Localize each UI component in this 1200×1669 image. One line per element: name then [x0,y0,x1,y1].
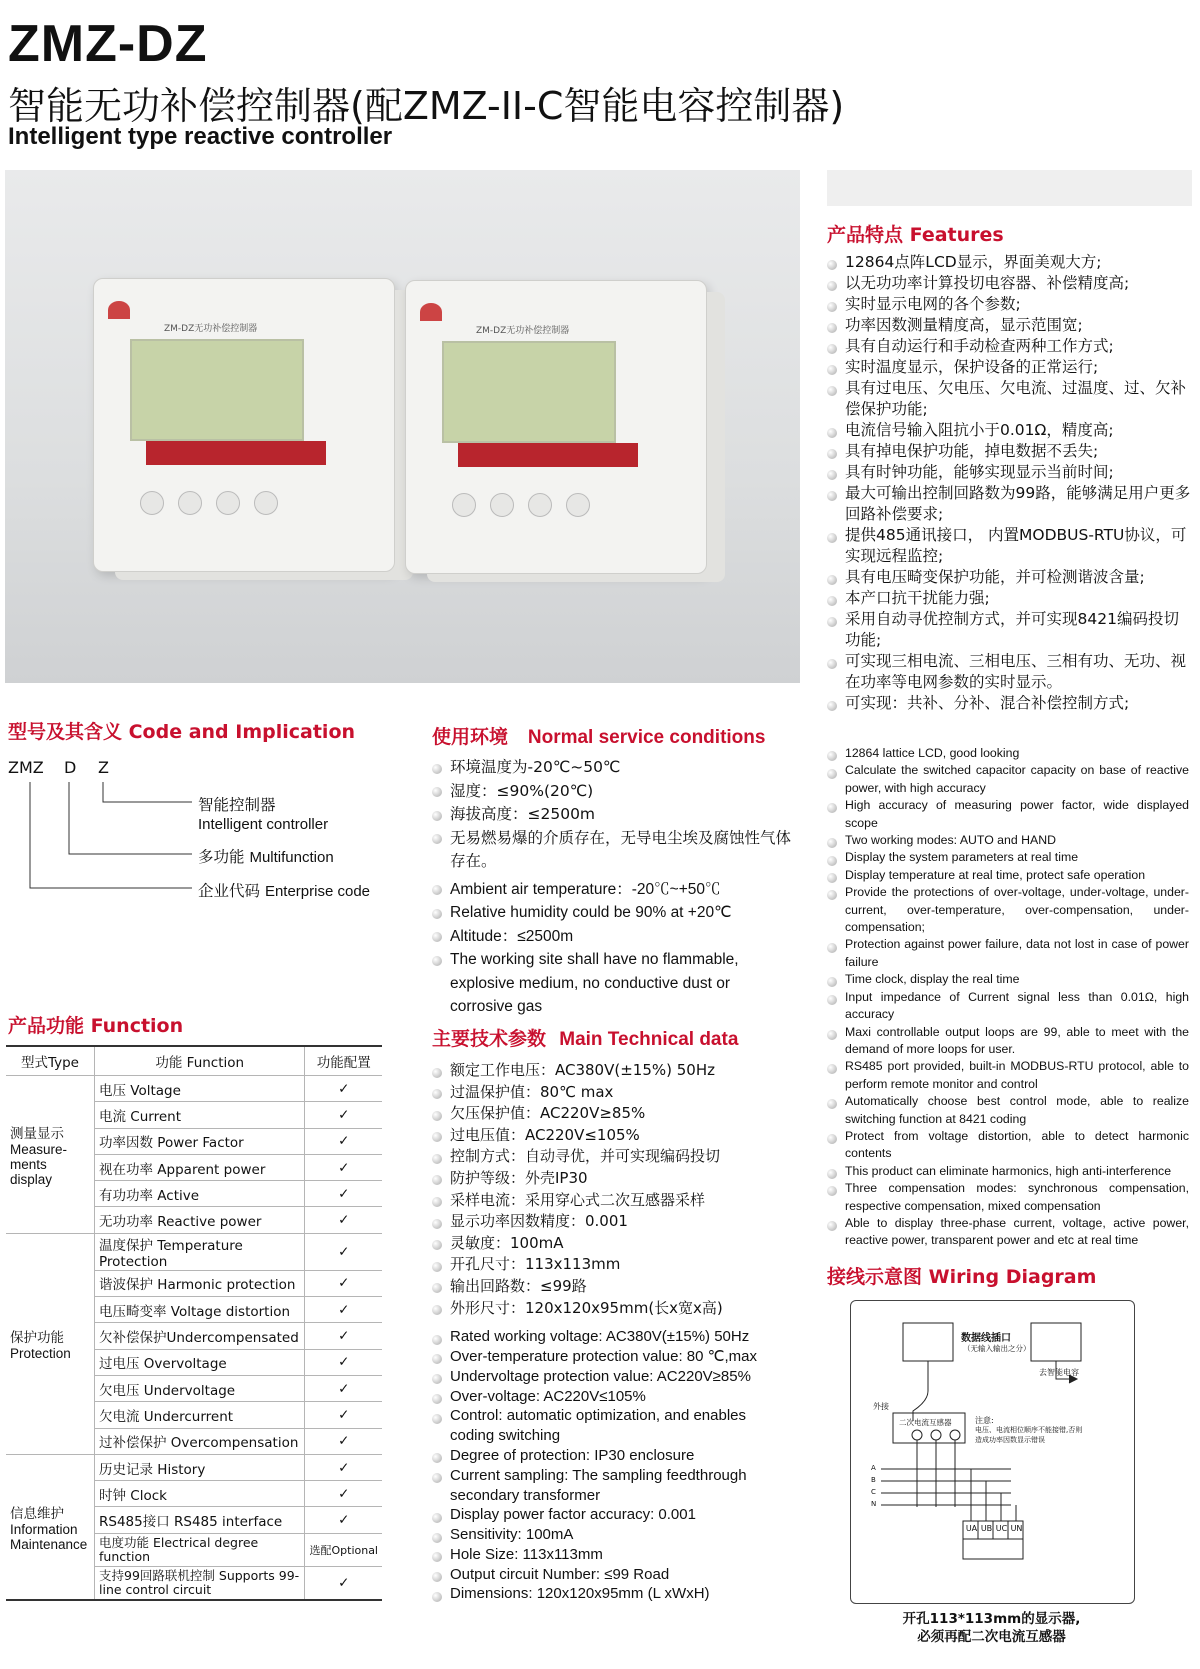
spacer [432,1319,792,1327]
feature-item: 实时温度显示，保护设备的正常运行; [827,357,1192,378]
tech-item: 额定工作电压：AC380V(±15%) 50Hz [432,1060,792,1082]
device-label: ZM-DZ无功补偿控制器 [476,326,570,336]
config-cell: 选配Optional [305,1533,382,1566]
feature-item-en: Three compensation modes: synchronous compensation, respective compensation, mixed compensation [827,1180,1189,1215]
group-name: 测量显示 Measure-ments display [6,1076,95,1234]
device-button-icon [566,493,590,517]
feature-item-en: Automatically choose best control mode, able to realize switching function at 8421 coding [827,1093,1189,1128]
brand-band [146,441,326,465]
config-cell: ✓ [305,1076,382,1102]
feature-item: 可实现：共补、分补、混合补偿控制方式; [827,693,1192,714]
device-button-icon [490,493,514,517]
brand-logo-icon [420,303,442,321]
feature-item: 采用自动寻优控制方式，并可实现8421编码投切功能; [827,609,1192,651]
feature-item-en: This product can eliminate harmonics, high anti-interference [827,1163,1189,1180]
tech-item-en: Current sampling: The sampling feedthrough secondary transformer [432,1466,792,1506]
device-button-icon [216,491,240,515]
features-list-cn [827,252,1192,714]
function-table [6,1045,382,1601]
function-cell: 历史记录 History [95,1454,305,1480]
config-cell: ✓ [305,1128,382,1154]
function-cell: 视在功率 Apparent power [95,1154,305,1180]
feature-item-en: Display temperature at real time, protect safe operation [827,867,1189,884]
feature-item: 功率因数测量精度高，显示范围宽; [827,315,1192,336]
function-cell: 过补偿保护 Overcompensation [95,1428,305,1454]
environment-heading: 使用环境 Normal service conditions [432,726,766,748]
function-cell: 有功功率 Active [95,1181,305,1207]
tech-list [432,1060,792,1604]
function-cell: 电压畸变率 Voltage distortion [95,1297,305,1323]
product-title-cn: 智能无功补偿控制器(配ZMZ-II-C智能电容控制器) [8,84,845,128]
code-meaning-1: 智能控制器 Intelligent controller [198,796,329,833]
config-cell: ✓ [305,1566,382,1600]
brand-band [458,443,638,467]
model-title: ZMZ-DZ [8,15,208,73]
function-cell: 无功功率 Reactive power [95,1207,305,1233]
tech-item: 过温保护值：80℃ max [432,1082,792,1104]
feature-item: 具有掉电保护功能，掉电数据不丢失; [827,441,1192,462]
config-cell: ✓ [305,1102,382,1128]
feature-item: 具有过电压、欠电压、欠电流、过温度、过、欠补偿保护功能; [827,378,1192,420]
function-cell: 温度保护 Temperature Protection [95,1233,305,1270]
function-cell: 时钟 Clock [95,1481,305,1507]
feature-item-en: 12864 lattice LCD, good looking [827,745,1189,762]
env-item: 湿度：≤90%(20℃) [432,780,792,804]
config-cell: ✓ [305,1270,382,1296]
product-photo [5,170,800,683]
code-bracket-lines [0,780,200,900]
feature-item-en: High accuracy of measuring power factor, wide displayed scope [827,797,1189,832]
feature-item: 具有电压畸变保护功能，并可检测谐波含量; [827,567,1192,588]
tech-item-en: Display power factor accuracy: 0.001 [432,1505,792,1525]
config-cell: ✓ [305,1349,382,1375]
terminal-labels: UA UB UC UN [965,1524,1023,1533]
tech-item-en: Over-temperature protection value: 80 ℃,max [432,1347,792,1367]
code-part-2: D [64,758,77,777]
tech-item: 显示功率因数精度：0.001 [432,1211,792,1233]
feature-item: 12864点阵LCD显示，界面美观大方; [827,252,1192,273]
features-list-en [827,745,1189,1250]
config-cell: ✓ [305,1481,382,1507]
env-item-en: Altitude：≤2500m [432,925,792,949]
feature-item-en: Display the system parameters at real time [827,849,1189,866]
env-item-en: Ambient air temperature：-20℃~+50℃ [432,878,792,902]
function-cell: 过电压 Overvoltage [95,1349,305,1375]
tech-item-en: Degree of protection: IP30 enclosure [432,1446,792,1466]
tech-heading: 主要技术参数 Main Technical data [432,1028,739,1050]
note-body: 电压、电流相位顺序不能接错,否则造成功率因数显示错误 [975,1426,1083,1444]
env-item-en: The working site shall have no flammable, explosive medium, no conductive dust or corrosive gas [432,948,792,1019]
feature-item-en: Maxi controllable output loops are 99, able to meet with the demand of more loops for user. [827,1024,1189,1059]
external-label: 外接 [873,1402,889,1411]
table-header: 功能配置 [305,1046,382,1076]
feature-item: 最大可输出控制回路数为99路，能够满足用户更多回路补偿要求; [827,483,1192,525]
function-cell: 电流 Current [95,1102,305,1128]
lcd-screen [442,341,616,443]
tech-item-en: Dimensions: 120x120x95mm (L xWxH) [432,1584,792,1604]
function-cell: 谐波保护 Harmonic protection [95,1270,305,1296]
env-item: 环境温度为-20℃~50℃ [432,756,792,780]
feature-item-en: Calculate the switched capacitor capacity on base of reactive power, with high accuracy [827,762,1189,797]
feature-item-en: Input impedance of Current signal less than 0.01Ω, high accuracy [827,989,1189,1024]
wiring-heading: 接线示意图 Wiring Diagram [827,1266,1097,1288]
feature-item: 具有时钟功能，能够实现显示当前时间; [827,462,1192,483]
config-cell: ✓ [305,1323,382,1349]
feature-item-en: RS485 port provided, built-in MODBUS-RTU protocol, able to perform remote monitor and control [827,1058,1189,1093]
function-cell: 功率因数 Power Factor [95,1128,305,1154]
product-title-en: Intelligent type reactive controller [8,123,393,150]
device-label: ZM-DZ无功补偿控制器 [164,324,258,334]
group-name: 信息维护 Information Maintenance [6,1454,95,1599]
feature-item-en: Protect from voltage distortion, able to detect harmonic contents [827,1128,1189,1163]
feature-item-en: Able to display three-phase current, voltage, active power, reactive power, transparent power and etc at real time [827,1215,1189,1250]
function-heading: 产品功能 Function [8,1015,184,1037]
config-cell: ✓ [305,1428,382,1454]
config-cell: ✓ [305,1454,382,1480]
lcd-screen [130,339,304,441]
feature-item-en: Protection against power failure, data not lost in case of power failure [827,936,1189,971]
config-cell: ✓ [305,1233,382,1270]
tech-item: 采样电流：采用穿心式二次互感器采样 [432,1190,792,1212]
function-cell: 欠电压 Undervoltage [95,1375,305,1401]
environment-list [432,756,792,1019]
config-cell: ✓ [305,1375,382,1401]
feature-item-en: Time clock, display the real time [827,971,1189,988]
device-button-icon [140,491,164,515]
feature-item: 以无功功率计算投切电容器、补偿精度高; [827,273,1192,294]
tech-item-en: Output circuit Number: ≤99 Road [432,1565,792,1585]
function-cell: 电度功能 Electrical degree function [95,1533,305,1566]
table-row [6,1454,382,1480]
device-button-icon [254,491,278,515]
tech-item-en: Hole Size: 113x113mm [432,1545,792,1565]
tech-item: 外形尺寸：120x120x95mm(长x宽x高) [432,1298,792,1320]
function-cell: RS485接口 RS485 interface [95,1507,305,1533]
function-cell: 支持99回路联机控制 Supports 99-line control circuit [95,1566,305,1600]
tech-item: 欠压保护值：AC220V≥85% [432,1103,792,1125]
env-item-en: Relative humidity could be 90% at +20℃ [432,901,792,925]
tech-item: 开孔尺寸：113x113mm [432,1254,792,1276]
to-capacitor-label: 去智能电容 [1039,1368,1079,1377]
feature-item: 具有自动运行和手动检查两种工作方式; [827,336,1192,357]
env-item: 海拔高度：≤2500m [432,803,792,827]
config-cell: ✓ [305,1207,382,1233]
feature-item: 本产口抗干扰能力强; [827,588,1192,609]
code-part-3: Z [98,758,109,777]
config-cell: ✓ [305,1402,382,1428]
data-port-note: （无输入输出之分） [963,1344,1031,1353]
tech-item-en: Sensitivity: 100mA [432,1525,792,1545]
code-heading: 型号及其含义 Code and Implication [8,721,356,743]
function-cell: 欠补偿保护Undercompensated [95,1323,305,1349]
config-cell: ✓ [305,1297,382,1323]
feature-item: 可实现三相电流、三相电压、三相有功、无功、视在功率等电网参数的实时显示。 [827,651,1192,693]
device-button-icon [178,491,202,515]
ct-label: 二次电流互感器 [899,1418,952,1427]
table-header: 功能 Function [95,1046,305,1076]
device-button-icon [452,493,476,517]
tech-item: 灵敏度：100mA [432,1233,792,1255]
group-name: 保护功能 Protection [6,1233,95,1454]
table-row [6,1076,382,1102]
function-cell: 欠电流 Undercurrent [95,1402,305,1428]
wiring-diagram [850,1300,1135,1604]
tech-item-en: Undervoltage protection value: AC220V≥85% [432,1367,792,1387]
tech-item: 过电压值：AC220V≤105% [432,1125,792,1147]
feature-item-en: Two working modes: AUTO and HAND [827,832,1189,849]
tech-item: 控制方式：自动寻优，并可实现编码投切 [432,1146,792,1168]
code-meaning-2: 多功能 Multifunction [198,848,334,866]
config-cell: ✓ [305,1181,382,1207]
brand-logo-icon [108,301,130,319]
tech-item: 防护等级：外壳IP30 [432,1168,792,1190]
feature-item: 提供485通讯接口， 内置MODBUS-RTU协议，可实现远程监控; [827,525,1192,567]
phase-labels: A B C N [871,1464,877,1508]
table-row [6,1233,382,1270]
feature-item: 实时显示电网的各个参数; [827,294,1192,315]
features-heading: 产品特点 Features [827,224,1004,246]
data-port-label: 数据线插口 [961,1333,1011,1344]
function-cell: 电压 Voltage [95,1076,305,1102]
tech-item-en: Control: automatic optimization, and enables coding switching [432,1406,792,1446]
code-meaning-3: 企业代码 Enterprise code [198,882,371,900]
config-cell: ✓ [305,1154,382,1180]
tech-item-en: Rated working voltage: AC380V(±15%) 50Hz [432,1327,792,1347]
feature-item: 电流信号输入阻抗小于0.01Ω，精度高; [827,420,1192,441]
code-part-1: ZMZ [8,758,44,777]
controller-device-left [93,278,395,572]
tech-item: 输出回路数：≤99路 [432,1276,792,1298]
table-header: 型式Type [6,1046,95,1076]
tech-item-en: Over-voltage: AC220V≤105% [432,1387,792,1407]
controller-device-right [405,280,707,574]
device-button-icon [528,493,552,517]
env-item: 无易燃易爆的介质存在，无导电尘埃及腐蚀性气体存在。 [432,827,792,874]
features-banner [827,170,1192,206]
feature-item-en: Provide the protections of over-voltage, under-voltage, under-current, over-temperature, over-compensation, under-compensation; [827,884,1189,936]
note-title: 注意: [975,1416,994,1425]
wiring-caption: 开孔113*113mm的显示器, 必须再配二次电流互感器 [902,1611,1081,1645]
config-cell: ✓ [305,1507,382,1533]
